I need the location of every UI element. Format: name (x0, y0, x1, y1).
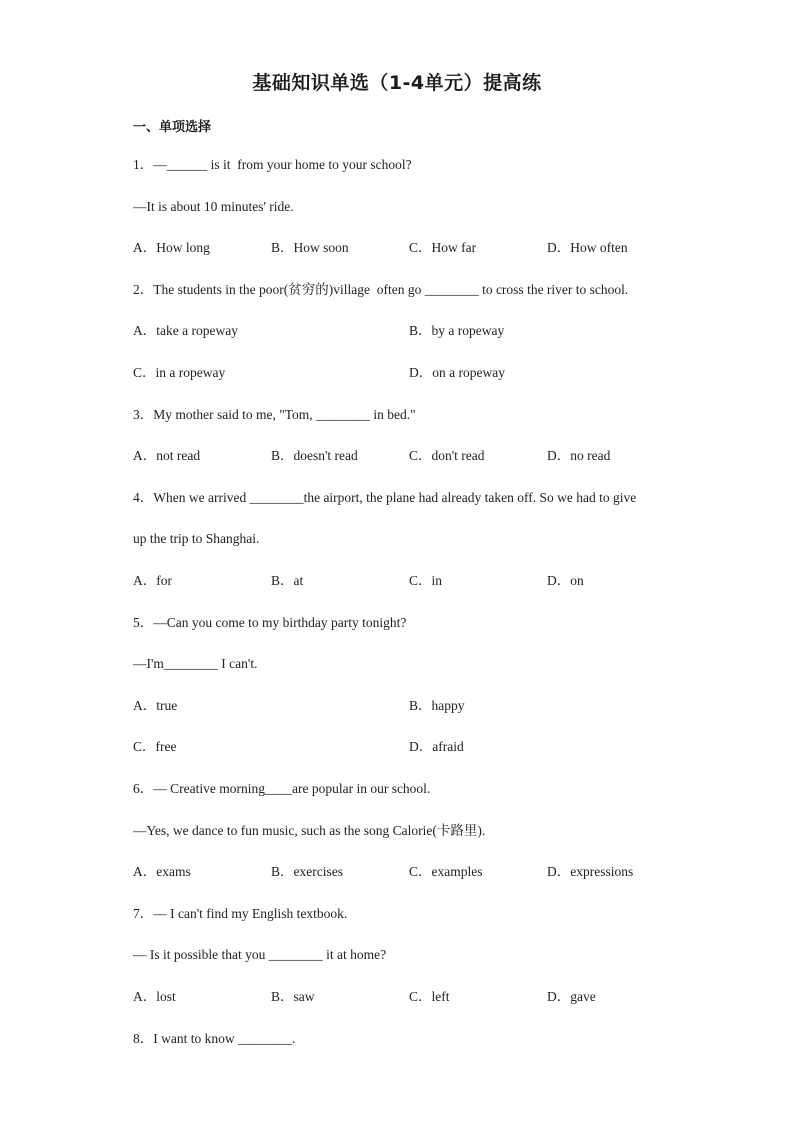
question-stem: 1．—______ is it from your home to your school? (133, 157, 412, 172)
option-b: B．How soon (271, 240, 349, 255)
option-c: C．don't read (409, 448, 485, 463)
option-c: C．in (409, 573, 443, 588)
option-a: A．true (133, 698, 178, 713)
option-b: B．at (271, 573, 304, 588)
option-b: B．doesn't read (271, 448, 358, 463)
question-stem: 2．The students in the poor(贫穷的)village often go ________ to cross the river to school. (133, 282, 629, 297)
option-c: C．free (133, 739, 177, 754)
option-a: A．take a ropeway (133, 323, 238, 338)
option-d: D．on (547, 573, 584, 588)
option-b: B．saw (271, 989, 315, 1004)
question-dialogue: —It is about 10 minutes' ride. (133, 199, 294, 214)
option-c: C．left (409, 989, 450, 1004)
option-d: D．gave (547, 989, 596, 1004)
option-b: B．happy (409, 698, 465, 713)
option-c: C．in a ropeway (133, 365, 226, 380)
option-d: D．afraid (409, 739, 464, 754)
option-d: D．How often (547, 240, 628, 255)
section-heading: 一、单项选择 (133, 120, 212, 135)
option-c: C．How far (409, 240, 477, 255)
question-stem: 8．I want to know ________. (133, 1031, 296, 1046)
question-stem: 3．My mother said to me, "Tom, ________ in bed." (133, 407, 416, 422)
option-a: A．for (133, 573, 172, 588)
option-b: B．exercises (271, 864, 343, 879)
question-stem: 5．—Can you come to my birthday party tonight? (133, 615, 407, 630)
option-a: A．How long (133, 240, 210, 255)
option-d: D．expressions (547, 864, 634, 879)
question-stem-continued: up the trip to Shanghai. (133, 531, 260, 546)
question-stem: 6．— Creative morning____are popular in our school. (133, 781, 431, 796)
question-dialogue: —I'm________ I can't. (133, 656, 258, 671)
question-stem: 4．When we arrived ________the airport, the plane had already taken off. So we had to give (133, 490, 637, 505)
page-title: 基础知识单选（1-4单元）提高练 (252, 72, 542, 94)
option-a: A．not read (133, 448, 201, 463)
option-a: A．exams (133, 864, 191, 879)
option-a: A．lost (133, 989, 176, 1004)
question-dialogue: —Yes, we dance to fun music, such as the song Calorie(卡路里). (133, 823, 486, 838)
option-d: D．on a ropeway (409, 365, 505, 380)
option-d: D．no read (547, 448, 611, 463)
option-c: C．examples (409, 864, 483, 879)
option-b: B．by a ropeway (409, 323, 505, 338)
question-dialogue: — Is it possible that you ________ it at home? (133, 947, 387, 962)
question-stem: 7．— I can't find my English textbook. (133, 906, 348, 921)
